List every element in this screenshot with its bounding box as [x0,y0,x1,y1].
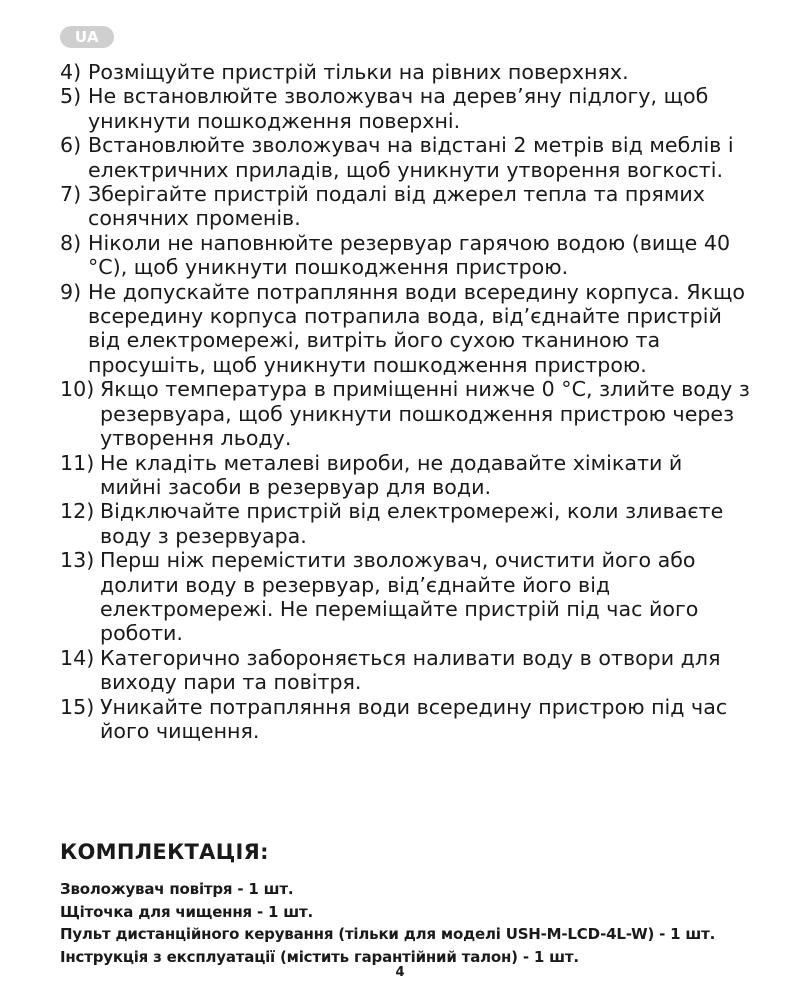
rule-number: 8) [60,230,82,255]
language-badge: UA [60,26,114,48]
kit-title: КОМПЛЕКТАЦІЯ: [60,840,269,864]
rule-item [60,231,750,280]
kit-item: Пульт дистанційного керування (тільки для моделі USH-M-LCD-4L-W) - 1 шт. [60,925,716,943]
page-number: 4 [395,965,405,980]
kit-item: Інструкція з експлуатації (містить гарантійний талон) - 1 шт. [60,947,579,966]
rule-item [60,60,750,84]
rule-text: Уникайте потрапляння води всередину пристрою під час його чищення. [100,694,728,743]
rule-item [60,84,750,133]
rule-item [60,280,750,378]
rule-item [60,182,750,231]
rule-text: Встановлюйте зволожувач на відстані 2 метрів від меблів і електричних приладів, щоб уникнути утворення вогкості. [88,133,734,182]
rule-number: 7) [60,182,82,207]
rule-item [60,451,750,500]
rule-text: Перш ніж перемістити зволожувач, очистити його або долити воду в резервуар, від’єднайте його від електромережі. Не переміщайте пристрій під час його роботи. [100,548,699,646]
rule-text: Не допускайте потрапляння води всередину корпуса. Якщо всередину корпуса потрапила вода, від’єднайте пристрій від електромережі, витріть його сухою тканиною та просушіть, щоб уникнути пошкодження пристрою. [88,279,745,377]
rule-number: 9) [60,279,82,304]
rule-number: 11) [60,450,95,475]
rule-number: 10) [60,377,95,402]
kit-item: Зволожувач повітря - 1 шт. [60,880,294,898]
rule-text: Зберігайте пристрій подалі від джерел тепла та прямих сонячних променів. [88,182,705,231]
rule-item [60,133,750,182]
rule-number: 12) [60,499,95,524]
rule-text: Відключайте пристрій від електромережі, коли зливаєте воду з резервуара. [100,499,724,548]
rule-number: 4) [60,60,82,84]
rule-text: Не встановлюйте зволожувач на дерев’яну підлогу, щоб уникнути пошкодження поверхні. [88,84,709,133]
rule-number: 14) [60,645,95,670]
rule-number: 15) [60,694,95,719]
kit-list [60,878,715,968]
rule-number: 6) [60,133,82,158]
rule-item [60,499,750,548]
rule-number: 13) [60,548,95,573]
rule-item [60,646,750,695]
rule-item [60,548,750,646]
rule-text: Розміщуйте пристрій тільки на рівних поверхнях. [88,60,629,84]
rule-number: 5) [60,84,82,109]
kit-item: Щіточка для чищення - 1 шт. [60,902,313,921]
rule-text: Якщо температура в приміщенні нижче 0 °С, злийте воду з резервуара, щоб уникнути пошкодження пристрою через утворення льоду. [100,377,750,451]
rule-text: Ніколи не наповнюйте резервуар гарячою водою (вище 40 °С), щоб уникнути пошкодження пристрою. [88,230,731,280]
rule-text: Не кладіть металеві вироби, не додавайте хімікати й мийні засоби в резервуар для води. [100,450,683,499]
rule-item [60,695,750,744]
safety-rules-list [60,60,750,743]
rule-text: Категорично забороняється наливати воду в отвори для виходу пари та повітря. [100,645,721,695]
rule-item [60,377,750,450]
